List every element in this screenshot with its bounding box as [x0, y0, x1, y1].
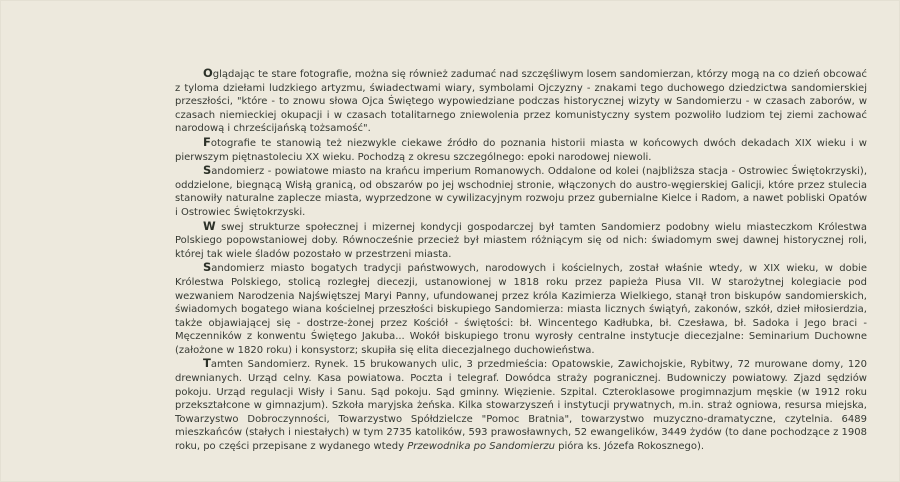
paragraph-diocese: [175, 261, 867, 357]
paragraph-text: otografie te stanowią też niezwykle ciekawe źródło do poznania historii miasta w końcowych dwóch dekadach XIX wieku i w pierwszym piętnastoleciu XX wieku. Pochodzą z okresu szczególnego: epoki narodowej niewoli.: [175, 137, 867, 163]
paragraph-tail: pióra ks. Józefa Rokosznego).: [554, 441, 705, 453]
drop-initial: W: [203, 218, 216, 233]
paragraph-text: amten Sandomierz. Rynek. 15 brukowanych ulic, 3 przedmieścia: Opatowskie, Zawichojskie, Rybitwy, 72 murowane domy, 120 drewnianych. Urząd celny. Kasa powiatowa. Poczta i telegraf. Dowódca straży pogranicznej. Budowniczy powiatowy. Zjazd sędziów pokoju. Urząd regulacji Wisły i Sanu. Sąd pokoju. Sąd gminny. Więzienie. Szpital. Czteroklasowe progimnazjum męskie (w 1912 roku przekształcone w gimnazjum). Szkoła maryjska żeńska. Kilka stowarzyszeń i instytucji prywatnych, m.in. straż ogniowa, resursa miejska, Towarzystwo Dobroczynności, Towarzystwo Spółdzielcze "Pomoc Bratnia", towarzystwo muzyczno-dramatyczne, czytelnia. 6489 mieszkańców (stałych i niestałych) w tym 2735 katolików, 593 prawosławnych, 52 ewangelików, 3449 żydów (to dane pochodzące z 1908 roku, po części przepisane z wydanego wtedy: [175, 359, 867, 453]
paragraph-text: swej strukturze społecznej i mizernej kondycji gospodarczej był tamten Sandomierz podobny wielu miasteczkom Królestwa Polskiego popowstaniowej doby. Równocześnie przecież był miastem różniącym się od nich: świadomym swej dawnej historycznej roli, której tak wiele śladów pozostało w przestrzeni miasta.: [175, 221, 867, 260]
drop-initial: S: [203, 163, 212, 178]
paragraph-district-town: [175, 164, 867, 219]
article-text: [175, 67, 867, 454]
paragraph-text: andomierz - powiatowe miasto na krańcu imperium Romanowych. Oddalone od kolei (najbliższa stacja - Ostrowiec Świętokrzyski), oddzielone, biegnącą Wisłą granicą, od obszarów po jej wschodniej stronie, włączonych do austro-węgierskiej Galicji, które przez stulecia stanowiły naturalne zaplecze miasta, wyprzedzone w cywilizacyjnym rozwoju przez gubernialne Kielce i Radom, a nawet pobliski Opatów i Ostrowiec Świętokrzyski.: [175, 166, 867, 218]
drop-initial: S: [203, 260, 212, 275]
paragraph-text: andomierz miasto bogatych tradycji państwowych, narodowych i kościelnych, został właśnie wtedy, w XIX wieku, w dobie Królestwa Polskiego, stolicą rozległej diecezji, ustanowionej w 1818 roku przez papieża Piusa VII. W starożytnej kolegiacie pod wezwaniem Narodzenia Najświętszej Maryi Panny, ufundowanej przez króla Kazimierza Wielkiego, stanął tron biskupów sandomierskich, świadomych bogatego wiana kościelnej przeszłości biskupiego Sandomierza: miasta licznych świątyń, zakonów, szkół, dzieł miłosierdzia, także objawiającej się - dostrze-żonej przez Kościół - świętości: bł. Wincentego Kadłubka, bł. Czesława, bł. Sadoka i Jego braci - Męczenników z konwentu Świętego Jakuba... Wokół biskupiego tronu wyrosły centralne instytucje diecezjalne: Seminarium Duchowne (założone w 1820 roku) i konsystorz; skupiła się elita diecezjalnego duchowieństwa.: [175, 263, 867, 356]
paragraph-town-inventory: [175, 357, 867, 453]
drop-initial: T: [203, 356, 211, 371]
drop-initial: F: [203, 134, 211, 149]
paragraph-text: glądając te stare fotografie, można się również zadumać nad szczęśliwym losem sandomierzan, którzy mogą na co dzień obcować z tyloma dziełami ludzkiego artyzmu, świadectwami wiary, symbolami Ojczyzny - znakami tego duchowego dziedzictwa sandomierskiej przeszłości, "które - to znowu słowa Ojca Świętego wypowiedziane podczas historycznej wizyty w Sandomierzu - w czasach zaborów, w czasach niemieckiej okupacji i w czasach totalitarnego zniewolenia przez komunistyczny system pozwoliło ludziom tej ziemi zachować narodową i chrześcijańską tożsamość".: [175, 69, 867, 135]
book-title: Przewodnika po Sandomierzu: [407, 441, 555, 453]
paragraph-photographs-reflection: [175, 67, 867, 136]
drop-initial: O: [203, 66, 213, 80]
paragraph-social-structure: [175, 220, 867, 262]
paragraph-photographs-source: [175, 136, 867, 164]
